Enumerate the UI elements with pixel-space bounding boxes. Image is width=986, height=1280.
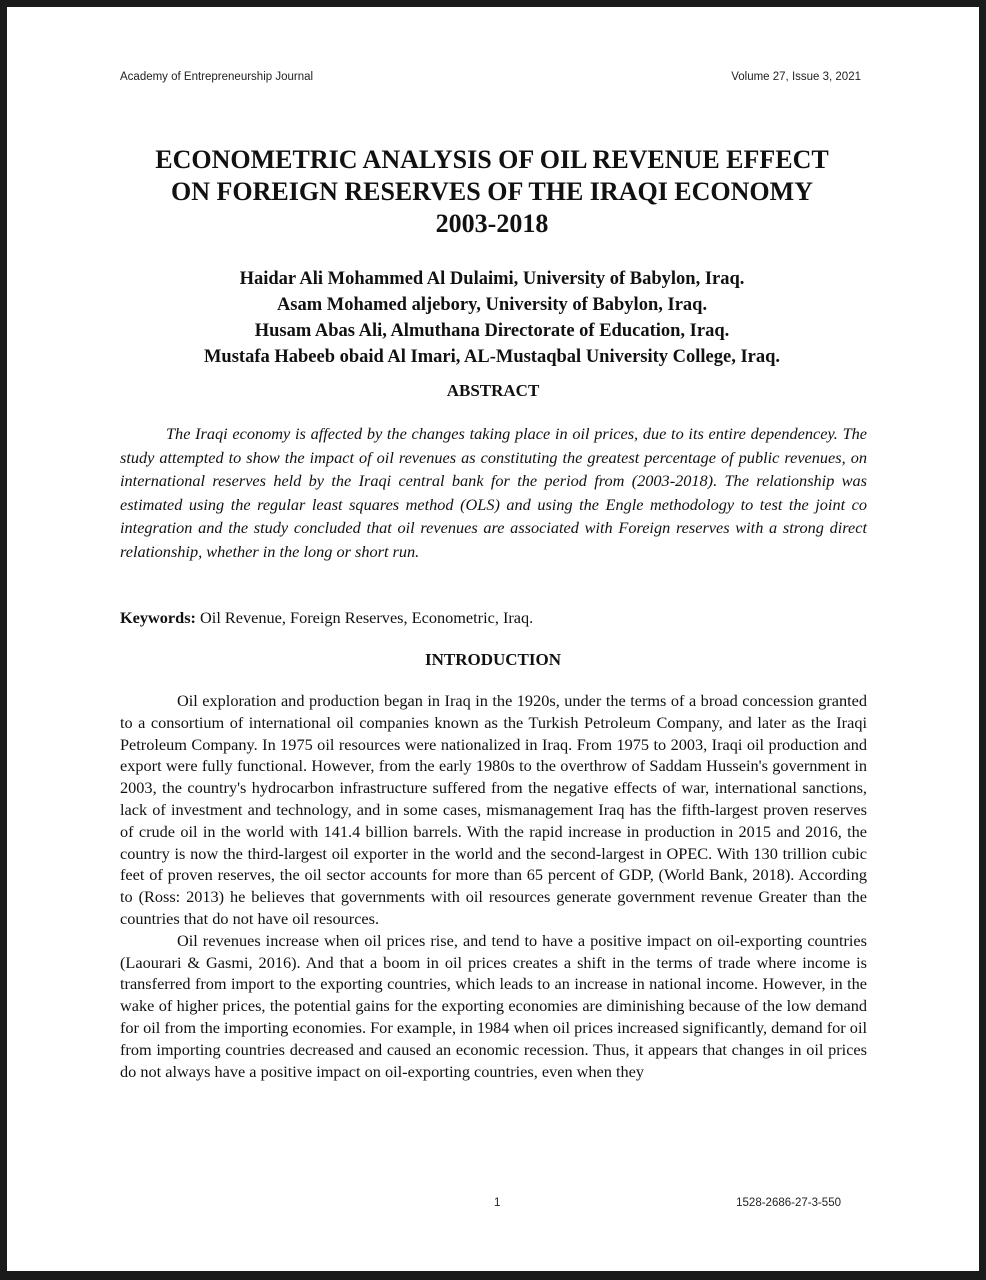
paper-title bbox=[87, 144, 897, 240]
introduction-heading: INTRODUCTION bbox=[424, 650, 562, 669]
keywords bbox=[120, 606, 867, 629]
page-number: 1 bbox=[494, 1197, 501, 1209]
paragraph: Oil revenues increase when oil prices rise, and tend to have a positive impact on oil-exporting countries (Laourari & Gasmi, 2016). And that a boom in oil prices creates a shift in the terms of trade where income is transferred from import to the exporting countries, which leads to an increase in national income. However, in the wake of higher prices, the potential gains for the exporting economies are diminishing because of the low demand for oil from the importing economies. For example, in 1984 when oil prices increased significantly, demand for oil from importing countries decreased and caused an economic recession. Thus, it appears that changes in oil prices do not always have a positive impact on oil-exporting countries, even when they bbox=[120, 930, 867, 1081]
abstract-heading: ABSTRACT bbox=[446, 381, 540, 400]
keywords-label: Keywords: bbox=[120, 608, 196, 627]
author-line: Asam Mohamed aljebory, University of Babylon, Iraq. bbox=[276, 295, 708, 315]
introduction-body bbox=[120, 690, 867, 1082]
title-line: ON FOREIGN RESERVES OF THE IRAQI ECONOMY bbox=[171, 177, 813, 206]
title-line: 2003-2018 bbox=[435, 209, 549, 238]
paragraph: Oil exploration and production began in Iraq in the 1920s, under the terms of a broad concession granted to a consortium of international oil companies known as the Turkish Petroleum Company, and later as the Iraqi Petroleum Company. In 1975 oil resources were nationalized in Iraq. From 1975 to 2003, Iraqi oil production and export were fully functional. However, from the early 1980s to the overthrow of Saddam Hussein's government in 2003, the country's hydrocarbon infrastructure suffered from the negative effects of war, international sanctions, lack of investment and technology, and in some cases, mismanagement Iraq has the fifth-largest proven reserves of crude oil in the world with 141.4 billion barrels. With the rapid increase in production in 2015 and 2016, the country is now the third-largest oil exporter in the world and the second-largest in OPEC. With 130 trillion cubic feet of proven reserves, the oil sector accounts for more than 65 percent of GDP, (World Bank, 2018). According to (Ross: 2013) he believes that governments with oil resources generate government revenue Greater than the countries that do not have oil resources. bbox=[120, 691, 867, 928]
author-list bbox=[67, 266, 917, 370]
journal-name: Academy of Entrepreneurship Journal bbox=[120, 71, 314, 83]
volume-issue: Volume 27, Issue 3, 2021 bbox=[731, 71, 861, 83]
abstract-text: The Iraqi economy is affected by the changes taking place in oil prices, due to its entire dependencey. The study attempted to show the impact of oil revenues as constituting the greatest percentage of public revenues, on international reserves held by the Iraqi central bank for the period from (2003-2018). The relationship was estimated using the regular least squares method (OLS) and using the Engle methodology to test the joint co integration and the study concluded that oil revenues are associated with Foreign reserves with a strong direct relationship, whether in the long or short run. bbox=[120, 424, 867, 561]
author-line: Haidar Ali Mohammed Al Dulaimi, University of Babylon, Iraq. bbox=[239, 269, 745, 289]
document-code: 1528-2686-27-3-550 bbox=[736, 1197, 841, 1209]
author-line: Husam Abas Ali, Almuthana Directorate of Education, Iraq. bbox=[254, 321, 730, 341]
title-line: ECONOMETRIC ANALYSIS OF OIL REVENUE EFFECT bbox=[155, 145, 829, 174]
keywords-text: Oil Revenue, Foreign Reserves, Econometric, Iraq. bbox=[195, 608, 534, 627]
author-line: Mustafa Habeeb obaid Al Imari, AL-Mustaqbal University College, Iraq. bbox=[203, 347, 781, 367]
document-page bbox=[7, 7, 979, 1271]
